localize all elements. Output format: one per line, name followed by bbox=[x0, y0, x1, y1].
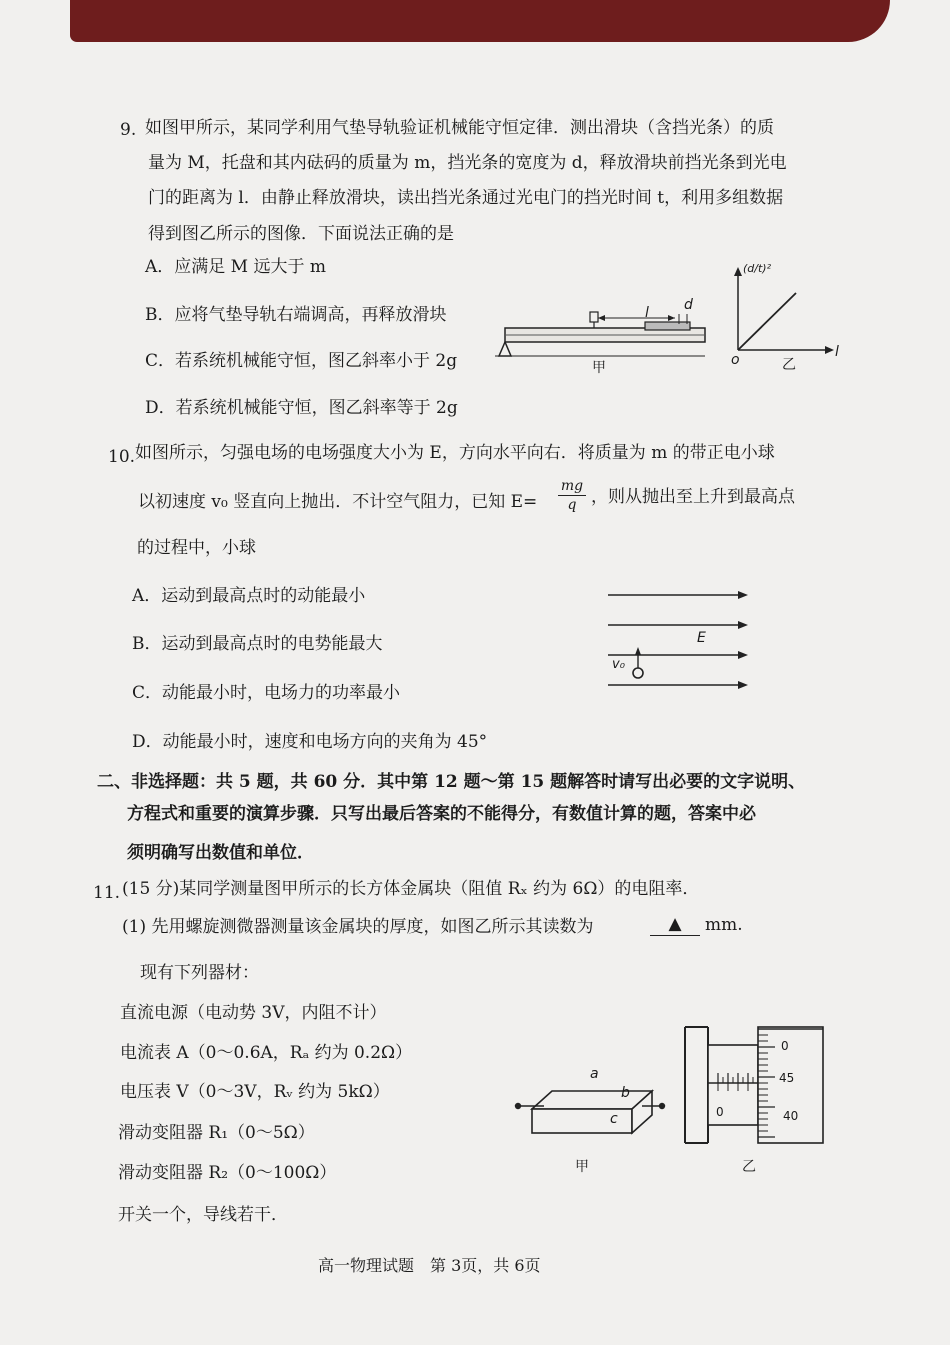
q10-fraction-bar bbox=[558, 495, 586, 496]
q11-sub1-text: (1) 先用螺旋测微器测量该金属块的厚度，如图乙所示其读数为 bbox=[122, 917, 594, 937]
q11-micrometer-tick-0: 0 bbox=[781, 1039, 789, 1053]
q10-line-2a: 以初速度 v₀ 竖直向上抛出．不计空气阻力，已知 E= bbox=[138, 492, 538, 512]
q11-micrometer-figure bbox=[680, 1025, 830, 1145]
q11-equipment-intro: 现有下列器材： bbox=[140, 963, 259, 983]
q11-equipment-2: 电流表 A（0～0.6A，Rₐ 约为 0.2Ω） bbox=[120, 1043, 413, 1063]
q11-label-c: c bbox=[610, 1111, 618, 1127]
q11-title: (15 分)某同学测量图甲所示的长方体金属块（阻值 Rₓ 约为 6Ω）的电阻率． bbox=[122, 879, 700, 899]
q9-option-b: B．应将气垫导轨右端调高，再释放滑块 bbox=[145, 305, 447, 325]
q9-option-d: D．若系统机械能守恒，图乙斜率等于 2g bbox=[145, 398, 458, 418]
q10-line-3: 的过程中，小球 bbox=[137, 538, 256, 558]
q11-micrometer-tick-40: 40 bbox=[783, 1109, 799, 1123]
q11-equipment-3: 电压表 V（0～3V，Rᵥ 约为 5kΩ） bbox=[120, 1082, 390, 1102]
q11-number: 11. bbox=[93, 883, 121, 903]
q9-label-jia: 甲 bbox=[592, 360, 606, 376]
q9-label-yaxis: (d/t)² bbox=[743, 262, 771, 275]
q11-equipment-4: 滑动变阻器 R₁（0～5Ω） bbox=[118, 1123, 315, 1143]
page-footer: 高一物理试题 第 3页，共 6页 bbox=[318, 1256, 541, 1275]
q11-label-jia: 甲 bbox=[575, 1159, 589, 1175]
q11-label-b: b bbox=[621, 1085, 630, 1101]
q10-fraction-denominator: q bbox=[567, 497, 577, 513]
q10-fraction-numerator: mg bbox=[560, 478, 584, 494]
q9-label-l: l bbox=[645, 305, 649, 321]
q9-number: 9. bbox=[120, 120, 137, 140]
q10-line-1: 如图所示，匀强电场的电场强度大小为 E，方向水平向右．将质量为 m 的带正电小球 bbox=[135, 443, 775, 463]
q9-line-2: 量为 M，托盘和其内砝码的质量为 m，挡光条的宽度为 d，释放滑块前挡光条到光电 bbox=[148, 153, 787, 173]
q11-equipment-5: 滑动变阻器 R₂（0～100Ω） bbox=[118, 1163, 337, 1183]
q11-label-yi: 乙 bbox=[742, 1159, 756, 1175]
q10-option-c: C．动能最小时，电场力的功率最小 bbox=[132, 683, 401, 703]
q9-line-1: 如图甲所示，某同学利用气垫导轨验证机械能守恒定律．测出滑块（含挡光条）的质 bbox=[145, 118, 774, 138]
section2-line-3: 须明确写出数值和单位． bbox=[127, 843, 314, 863]
q10-option-a: A．运动到最高点时的动能最小 bbox=[132, 586, 366, 606]
q10-electric-field-figure bbox=[608, 585, 753, 695]
q9-label-yi: 乙 bbox=[782, 357, 796, 373]
q10-option-b: B．运动到最高点时的电势能最大 bbox=[132, 634, 383, 654]
q10-label-E: E bbox=[697, 630, 706, 646]
q11-blank-marker: ▲ bbox=[668, 914, 682, 934]
q10-fraction bbox=[558, 478, 586, 513]
q9-label-xaxis: l bbox=[835, 344, 839, 360]
q10-number: 10. bbox=[108, 447, 136, 467]
q9-option-c: C．若系统机械能守恒，图乙斜率小于 2g bbox=[145, 351, 458, 371]
q11-answer-blank bbox=[650, 913, 700, 936]
section2-line-2: 方程式和重要的演算步骤．只写出最后答案的不能得分，有数值计算的题，答案中必 bbox=[127, 804, 756, 824]
q11-equipment-6: 开关一个，导线若干． bbox=[118, 1205, 288, 1225]
q9-option-a: A．应满足 M 远大于 m bbox=[145, 257, 327, 277]
q9-label-origin: o bbox=[731, 352, 740, 368]
q11-micrometer-main-0: 0 bbox=[716, 1105, 724, 1119]
q10-line-2b: ，则从抛出至上升到最高点 bbox=[591, 487, 795, 507]
section2-line-1: 二、非选择题：共 5 题，共 60 分．其中第 12 题～第 15 题解答时请写出必要的文字说明、 bbox=[97, 772, 806, 792]
q11-label-a: a bbox=[590, 1066, 599, 1082]
q9-air-track-figure bbox=[495, 300, 715, 360]
q9-line-4: 得到图乙所示的图像．下面说法正确的是 bbox=[148, 224, 454, 244]
q10-option-d: D．动能最小时，速度和电场方向的夹角为 45° bbox=[132, 732, 488, 752]
q11-metal-block-figure bbox=[512, 1075, 672, 1145]
q9-graph-figure bbox=[728, 265, 838, 360]
q9-label-d: d bbox=[684, 297, 693, 313]
q11-equipment-1: 直流电源（电动势 3V，内阻不计） bbox=[120, 1003, 387, 1023]
q11-micrometer-tick-45: 45 bbox=[779, 1071, 795, 1085]
q10-label-v0: v₀ bbox=[612, 657, 625, 672]
top-border-band bbox=[70, 0, 890, 42]
q9-line-3: 门的距离为 l．由静止释放滑块，读出挡光条通过光电门的挡光时间 t，利用多组数据 bbox=[148, 188, 784, 208]
q11-sub1-unit: mm. bbox=[705, 915, 743, 935]
